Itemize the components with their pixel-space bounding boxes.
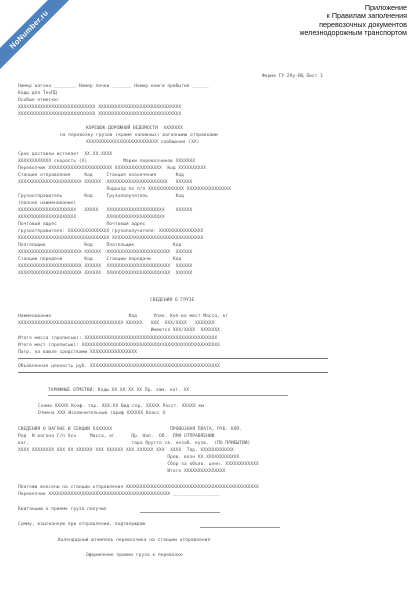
wagon-columns-2: ваг. тара брутто св. незаб. кузв. (ПО ПРИБЫТИИ) [18, 441, 251, 446]
postal-address-label: грузоотправителя: XXXXXXXXXXXXXXX грузополучателя: XXXXXXXXXXXXXXXX [18, 229, 204, 234]
acceptance-registration: Оформление приема груза к перевозке [86, 553, 183, 558]
document-header [207, 4, 407, 37]
transfer-stations-header: Станции передачи Код Станции передачи Код [18, 257, 182, 262]
title-line-3: XXXXXXXXXXXXXXXXXXXXXXXXXX сообщения (XX) [86, 140, 200, 145]
receipt-signature-line [140, 512, 220, 513]
watermark-ribbon [0, 0, 76, 77]
tariff-cancellation: Отмена ХХХ Исключительный тариф ХХХХХХ Класс Х [38, 411, 166, 416]
receipt-received: Квитанцию о приеме груза получил [18, 507, 107, 512]
total-weight: Итого масса (прописью): XXXXXXXXXXXXXXXXXXXXXXXXXXXXXXXXXXXXXXXXXXXXXXXX [18, 336, 218, 341]
meta-line-2: Коды для ТехПД [18, 91, 57, 96]
wagon-heading: СВЕДЕНИЯ О ВАГОНЕ И СЕКЦИИ XXXXXXX ПРОВОЗНАЯ ПЛАТА, РУБ. КОП. [18, 427, 243, 432]
meta-line-1: Номер вагона ________ Номер пачки _______ Номер книги прибытия ______ [18, 84, 209, 89]
watermark-text: NoNumber.ru [7, 8, 51, 51]
payments-made: Платежи внесены на станции отправления XXXXXXXXXXXXXXXXXXXXXXXXXXXXXXXXXXXXXXXXXXXXXXXX [18, 485, 259, 490]
amount-confirmed: Сумму, взысканную при отправлении, подтверждаю [18, 522, 146, 527]
cargo-row-extra: Имеются XXX/XXXX XXXXXXX [18, 328, 220, 333]
form-id: Форма ГУ 29у-ВЦ Лист 1 [262, 74, 323, 79]
meta-line-4: XXXXXXXXXXXXXXXXXXXXXXXXXXXX XXXXXXXXXXXXXXXXXXXXXXXXXXXXXX [18, 105, 182, 110]
title-line-1: КОРЕШОК ДОРОЖНОЙ ВЕДОМОСТИ XXXXXXX [86, 126, 183, 131]
header-line-2: к Правилам заполнения [326, 11, 407, 21]
tariff-scheme: Схема ХХХХХ Коэф. тар. ХХХ.ХХ Вид спр. ХХХХХ Расст. ХХХХХ км [38, 404, 204, 409]
cargo-row: XXXXXXXXXXXXXXXXXXXXXXXXXXXXXXXXXXXXXX XXXXXX XXX XXX/XXXX XXXXXXX [18, 321, 215, 326]
cargo-heading: СВЕДЕНИЯ О ГРУЗЕ [150, 298, 195, 303]
transfer-stations-values-2: XXXXXXXXXXXXXXXXXXXXXXX XXXXXX XXXXXXXXXXXXXXXXXXXXXXX XXXXXX [18, 271, 193, 276]
tariff-divider [48, 395, 288, 396]
speed-line: XXXXXXXXXXXX скорость (X) Марки перевозчиков XXXXXXX [18, 159, 196, 164]
tariff-marks: ТАРИФНЫЕ ОТМЕТКИ: Коды ХХ ХХ ХХ ХХ Пр. зам. кат. ХХ [48, 388, 190, 393]
total-places: Итого мест (прописью): XXXXXXXXXXXXXXXXXXXXXXXXXXXXXXXXXXXXXXXXXXXXXXXXXX [18, 343, 220, 348]
declared-value: Объявленная ценность руб. XXXXXXXXXXXXXXXXXXXXXXXXXXXXXXXXXXXXXXXXXXXXXXX [18, 364, 220, 369]
payer-header: Плательщик Код Плательщик Код [18, 243, 182, 248]
payment-total: Итого XXXXXXXXXXXXXXX [18, 469, 226, 474]
wagon-values: XXXX XXXXXXXX XXX XX XXXXXX XXX XXXXXX XXX XXXXXX XXX XXXX Тар. XXXXXXXXXXXX [18, 448, 234, 453]
meta-line-5: XXXXXXXXXXXXXXXXXXXXXXXXXXXX XXXXXXXXXXXXXXXXXXXXXXXXXXXXXX [18, 112, 182, 117]
payer-values: XXXXXXXXXXXXXXXXXXXXXXX XXXXXX XXXXXXXXXXXXXXXXXXXXXXX XXXXXX [18, 250, 193, 255]
stations-values: XXXXXXXXXXXXXXXXXXXXXXX XXXXXX XXXXXXXXXXXXXXXXXXXXXX XXXXXX [18, 180, 193, 185]
header-line-1: Приложение [364, 3, 407, 12]
delivery-deadline: Срок доставки истекает XX.XX.XXXX [18, 152, 113, 157]
carrier-signature: Перевозчик XXXXXXXXXXXXXXXXXXXXXXXXXXXXXXXXXXXXXXXXXXXX _________________ [18, 492, 220, 497]
header-line-3: перевозочных документов [319, 19, 407, 29]
amount-signature-line [200, 527, 280, 528]
loading-means: Погр. на ваюзе средствами XXXXXXXXXXXXXXXXX [18, 350, 137, 355]
shipper-values-1: XXXXXXXXXXXXXXXXXXXXX XXXXX XXXXXXXXXXXXXXXXXXXXX XXXXXX [18, 208, 193, 213]
declared-value-divider [18, 372, 328, 373]
siding-line: Подъезд по п/п XXXXXXXXXXXXX XXXXXXXXXXXXXXXX [18, 187, 231, 192]
meta-line-3: Особые отметки: [18, 98, 60, 103]
carrier-line: Перевозчик XXXXXXXXXXXXXXXXXXXXXXX XXXXXXXXXXXXXXXXX Код XXXXXXXXXX [18, 166, 207, 171]
carriage-fee: Пров. возн XX.XXXXXXXXXXXX [18, 455, 240, 460]
shipper-header: Грузоотправитель Код Грузополучатель Код [18, 194, 184, 199]
transfer-stations-values-1: XXXXXXXXXXXXXXXXXXXXXXX XXXXXX XXXXXXXXXXXXXXXXXXXXXXX XXXXXX [18, 264, 193, 269]
calendar-stamp: Календарный штемпель перевозчика на станции отправления [58, 538, 211, 543]
cargo-columns: Наименование Код Упак. Кол-во мест Масса, кг [18, 314, 229, 319]
cargo-divider [18, 358, 328, 359]
stations-header: Станция отправления Код Станция назначения Код [18, 173, 184, 178]
full-name-label: (полное наименование) [18, 201, 77, 206]
postal-address-header: Почтовый адрес Почтовый адрес [18, 222, 146, 227]
header-line-4: железнодорожным транспортом [299, 27, 407, 37]
postal-address-values: XXXXXXXXXXXXXXXXXXXXXXXXXXXXXXXXX XXXXXXXXXXXXXXXXXXXXXXXXXXXXXXXXX [18, 236, 204, 241]
wagon-columns-1: Род N вагона Г/п Осн Масса, кг Пр. Нал. Об. ПРИ ОТПРАВЛЕНИИ [18, 434, 215, 439]
shipper-values-2: XXXXXXXXXXXXXXXXXXXXX XXXXXXXXXXXXXXXXXXXXX [18, 215, 165, 220]
title-line-2: на перевозку грузов (кроме наливных) вагонными отправками [60, 133, 218, 138]
declared-value-fee: Сбор за объяв. ценн. XXXXXXXXXXXX [18, 462, 259, 467]
